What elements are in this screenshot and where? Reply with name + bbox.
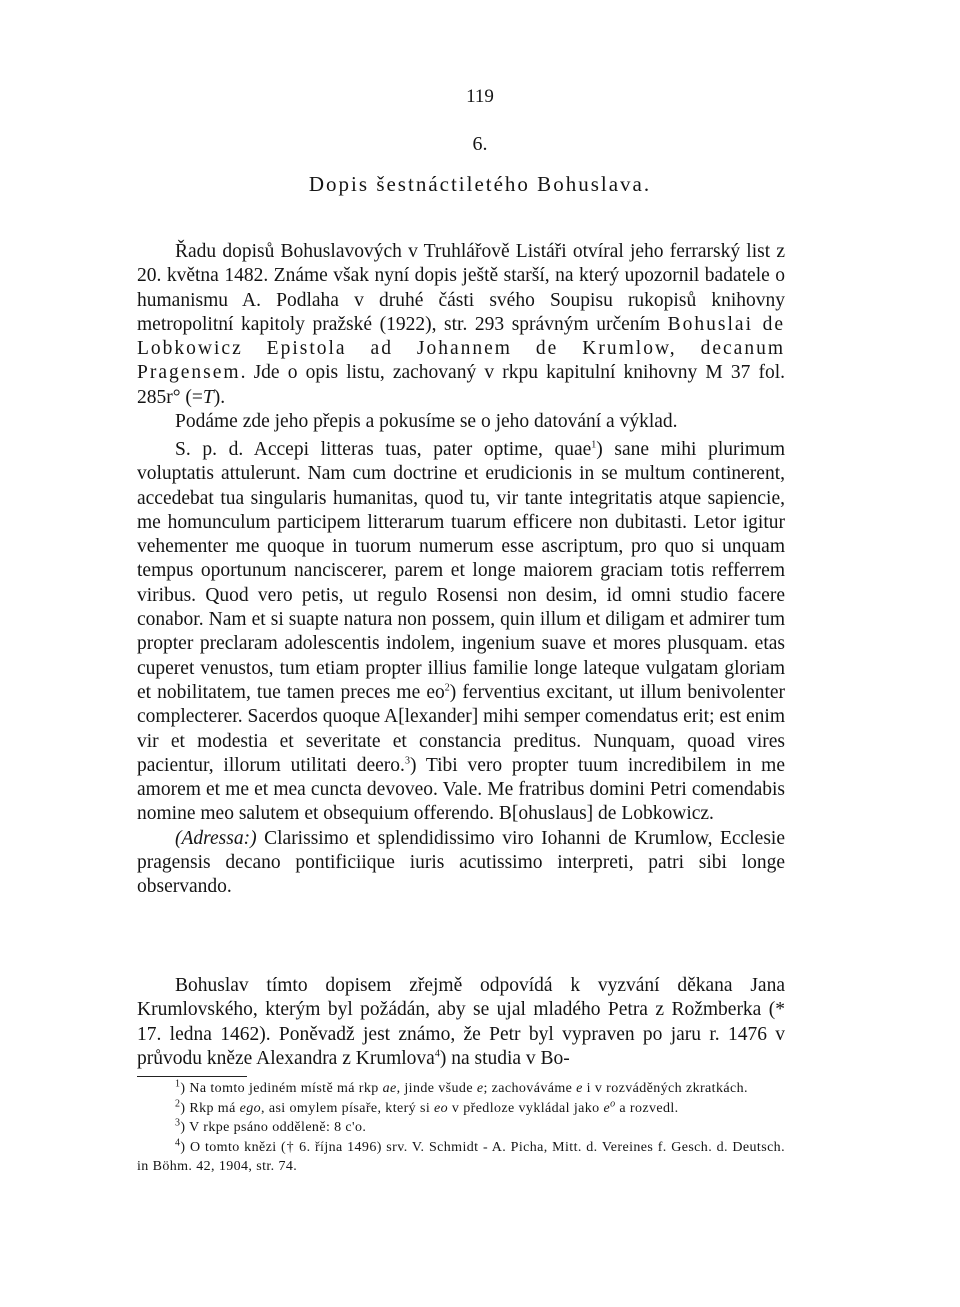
- footnote-divider: [137, 1076, 247, 1077]
- footnote-text: ; zachováváme: [483, 1081, 577, 1096]
- footnote-term: e: [603, 1100, 611, 1116]
- address-label: (Adressa:): [175, 827, 257, 849]
- letter-text: ) ferventius excitant, ut illum benivolenter complecterer. Sacerdos quoque A[lexander] mihi semper comendatus erit; est enim vir et modestia et severitate et constancia preditus. Nunquam, quoad vires pacientur, illorum utilitati deero.: [137, 681, 786, 776]
- footnote-number: 2: [175, 1097, 181, 1109]
- footnote-text: a rozvedl.: [615, 1100, 679, 1116]
- footnote-text: , jinde všude: [396, 1081, 477, 1096]
- footnote-1: [137, 1079, 785, 1099]
- intro-section: [137, 240, 785, 434]
- footnote-text: ) V rkpe psáno odděleně: 8 c'o.: [180, 1120, 367, 1135]
- section-title: Dopis šestnáctiletého Bohuslava.: [308, 172, 652, 196]
- intro-paragraph: [137, 240, 785, 410]
- footnote-text: ) Na tomto jediném místě má rkp: [180, 1081, 383, 1096]
- footnote-number: 4: [175, 1136, 181, 1148]
- intro-text: Řadu dopisů Bohuslavových v Truhlářově Listáři otvíral jeho ferrarský list z 20. května 1482. Známe však nyní dopis ještě starší, na který upozornil badatele o humanismu A. Podlaha v druhé části svého Soupisu rukopisů knihovny metropolitní kapitoly pražské (1922), str. 293 správným určením: [137, 241, 785, 335]
- footnote-term: o: [610, 1097, 616, 1109]
- letter-text: S. p. d. Accepi litteras tuas, pater optime, quae: [175, 439, 592, 460]
- letter-text: ) Tibi vero propter tuum incredibilem in me amorem et me et mea cuncta devoveo. Vale. Me fratribus domini Petri comendabis nomine meo salutem et obsequium offerendo. B[ohuslaus] de Lobkowicz.: [137, 754, 785, 825]
- siglum: T: [202, 386, 214, 408]
- footnote-term: eo: [434, 1100, 449, 1116]
- footnote-term: e: [476, 1081, 484, 1096]
- footnote-text: , asi omylem písaře, který si: [261, 1100, 435, 1116]
- commentary-text: ) na studia v Bo-: [439, 1047, 570, 1069]
- footnote-3: [137, 1118, 785, 1138]
- footnote-text: ) Rkp má: [180, 1100, 240, 1116]
- letter-address: [137, 827, 785, 900]
- letter-text: ) sane mihi plurimum voluptatis attulerunt. Nam cum doctrine et erudicionis in se multum continerent, accedebat tua singularis humanitas, quod tu, vir tante integritatis atque sapiencie, me homunculum participem litterarum tuarum efficere non dubitasti. Letor igitur vehementer me quoque in tuorum numerum esse ascriptum, pro quo si unquam tempus oportunum nanciscerer, parem et longe maiorem graciam totis refferrem viribus. Quod vero petis, ut regulo Rosensi non desim, id omni studio facere conabor. Nam et si suapte natura non possem, quin illum et diligam et admirer tum propter preclaram adolescentis indolem, ingenium suave et mores plusquam. etas cuperet venustos, tum etiam propter illius familie longe lateque vulgatam gloriam et nobilitatem, tue tamen preces me eo: [137, 439, 785, 703]
- footnote-ref[interactable]: 1: [591, 439, 597, 451]
- footnote-4: [137, 1138, 785, 1177]
- footnote-term: ae: [382, 1081, 397, 1096]
- footnote-number: 1: [175, 1078, 181, 1090]
- page-number: 119: [466, 86, 494, 107]
- intro-text: . Jde o opis listu, zachovaný v rkpu kapitulní knihovny M 37 fol. 285r° (=: [137, 362, 785, 408]
- letter-transcription: [137, 438, 785, 900]
- section-number: 6.: [472, 133, 488, 155]
- letter-paragraph: [137, 438, 785, 827]
- intro-paragraph: Podáme zde jeho přepis a pokusíme se o jeho datování a výklad.: [175, 411, 678, 433]
- footnote-number: 3: [175, 1117, 181, 1129]
- manuscript-title: Bohuslai de Lobkowicz Epistola ad Johannem de Krumlow, decanum Pragensem: [137, 313, 785, 384]
- footnote-ref[interactable]: 2: [444, 682, 450, 694]
- footnote-text: v předloze vykládal jako: [448, 1100, 604, 1116]
- commentary-text: Bohuslav tímto dopisem zřejmě odpovídá k vyzvání děkana Jana Krumlovského, kterým byl požádán, aby se ujal mladého Petra z Rožmberka (* 17. ledna 1462). Poněvadž jest známo, že Petr byl vypraven po jaru r. 1476 v průvodu kněze Alexandra z Krumlova: [137, 975, 785, 1069]
- footnotes: [137, 1079, 785, 1177]
- address-text: Clarissimo et splendidissimo viro Iohanni de Krumlow, Ecclesie pragensis decano pontificiique iuris acutissimo interpreti, patri sibi longe observando.: [137, 827, 785, 898]
- footnote-term: ego: [239, 1100, 262, 1116]
- commentary-paragraph: [137, 974, 785, 1071]
- footnote-text: ) O tomto knězi († 6. října 1496) srv. V. Schmidt - A. Picha, Mitt. d. Vereines f. Gesch. d. Deutsch. in Böhm. 42, 1904, str. 74.: [137, 1139, 785, 1174]
- footnote-text: i v rozváděných zkratkách.: [582, 1081, 748, 1096]
- footnote-term: e: [576, 1081, 583, 1096]
- footnote-2: [137, 1099, 785, 1119]
- commentary-section: [137, 974, 785, 1071]
- intro-text: ).: [213, 386, 226, 408]
- footnote-ref[interactable]: 4: [434, 1048, 440, 1060]
- footnote-ref[interactable]: 3: [404, 755, 410, 767]
